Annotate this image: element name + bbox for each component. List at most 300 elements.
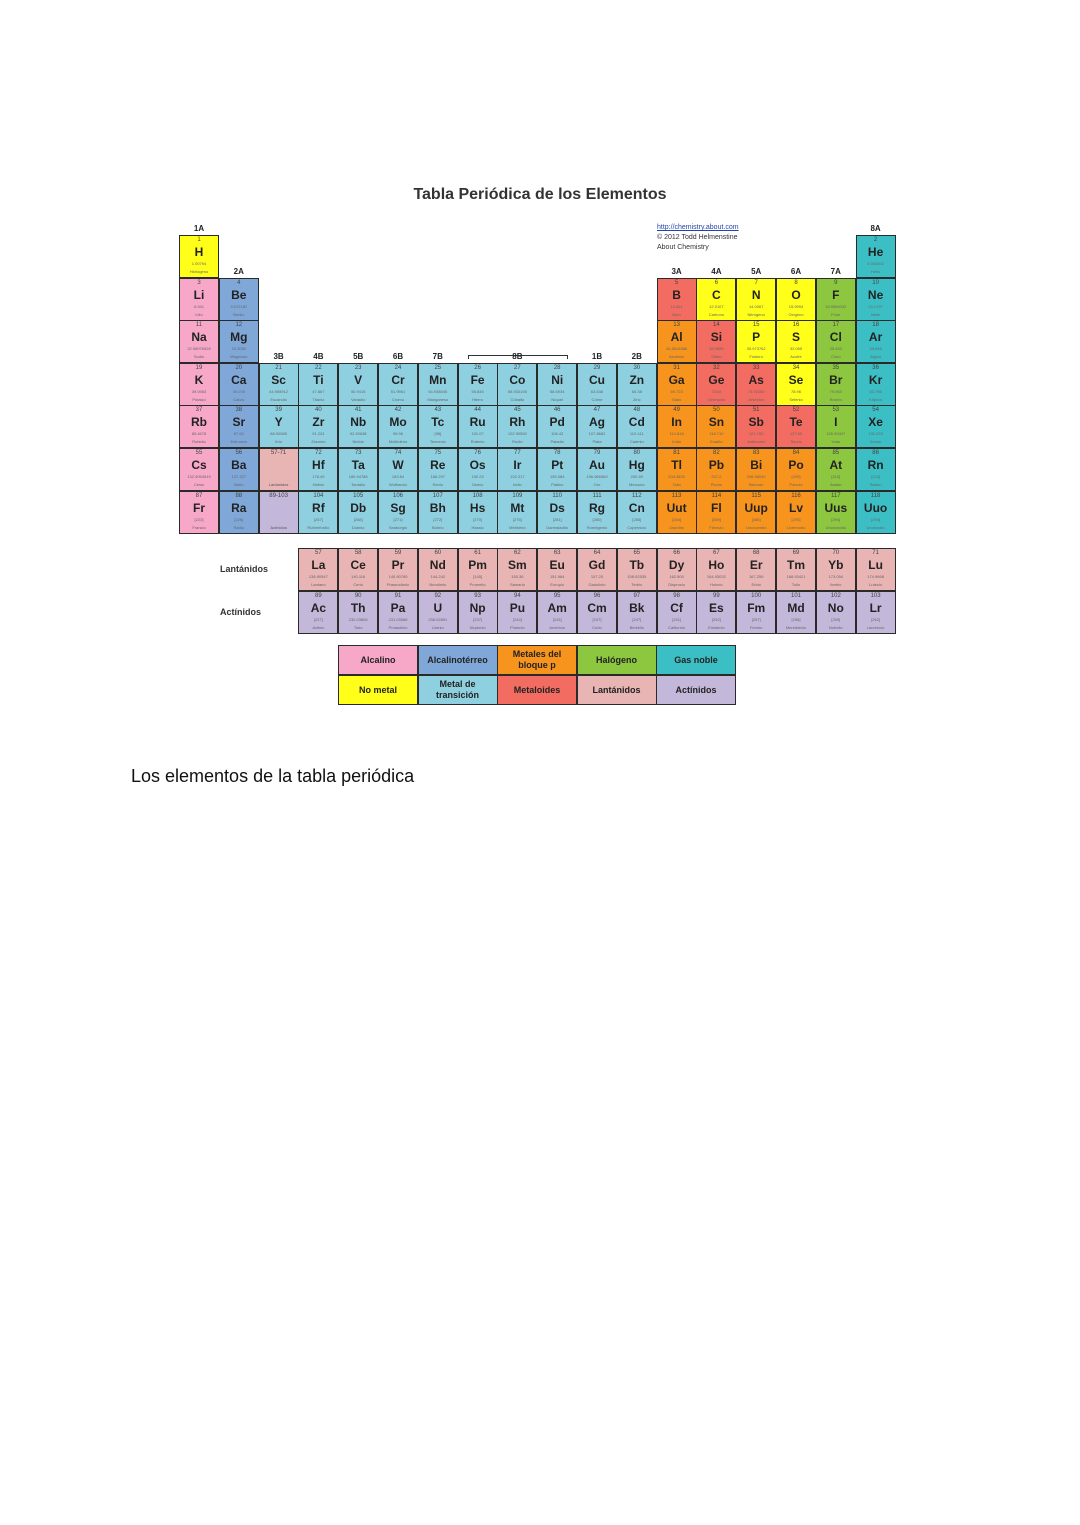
element-name: Selenio xyxy=(789,397,803,402)
atomic-mass: 35.453 xyxy=(829,346,842,351)
element-name: Níquel xyxy=(551,397,563,402)
element-symbol: Ac xyxy=(310,601,327,615)
element-name: Californio xyxy=(668,625,686,630)
atomic-number: 42 xyxy=(394,407,402,413)
element-cell-b xyxy=(657,278,697,321)
element-name: Xenón xyxy=(869,439,882,444)
element-cell-mn xyxy=(418,363,458,406)
element-cell-ba xyxy=(219,448,259,491)
atomic-mass: 72.64 xyxy=(711,389,722,394)
atomic-number: 59 xyxy=(394,550,402,556)
atomic-number: 28 xyxy=(553,365,561,371)
atomic-number: 72 xyxy=(315,450,322,456)
element-symbol: La xyxy=(311,558,326,572)
element-name: Copernicio xyxy=(627,525,647,530)
element-name: Nobelio xyxy=(829,625,843,630)
element-cell-fr xyxy=(179,491,219,534)
element-cell-np xyxy=(458,591,498,634)
element-symbol: Th xyxy=(350,601,366,615)
atomic-number: 104 xyxy=(313,493,324,499)
element-cell-kr xyxy=(856,363,896,406)
element-symbol: Ge xyxy=(708,373,725,387)
atomic-mass: 10.811 xyxy=(670,304,683,309)
element-name: Europio xyxy=(550,582,565,587)
atomic-number: 51 xyxy=(752,407,760,413)
atomic-number: 13 xyxy=(673,322,680,328)
element-symbol: Fm xyxy=(747,601,766,615)
atomic-mass: 121.760 xyxy=(748,431,764,436)
atomic-number: 23 xyxy=(354,365,362,371)
legend-item-lanthanide: Lantánidos xyxy=(577,675,657,705)
element-symbol: Er xyxy=(749,558,763,572)
atomic-number: 112 xyxy=(632,493,642,499)
lanthanides-row-label: Lantánidos xyxy=(220,564,269,574)
element-symbol: Al xyxy=(670,330,683,344)
element-cell-tb xyxy=(617,548,657,591)
atomic-mass: 131.293 xyxy=(868,431,883,436)
atomic-mass: 231.03588 xyxy=(388,617,408,622)
element-cell-fm xyxy=(736,591,776,634)
atomic-number: 76 xyxy=(474,450,481,456)
atomic-number: 26 xyxy=(474,365,481,371)
atomic-mass: 186.207 xyxy=(430,474,446,479)
element-cell-bh xyxy=(418,491,458,534)
element-symbol: Rf xyxy=(312,501,325,515)
element-cell-s xyxy=(776,320,816,363)
element-symbol: H xyxy=(194,245,204,259)
element-name: Iterbio xyxy=(830,582,842,587)
atomic-mass: 204.3833 xyxy=(668,474,685,479)
atomic-number: 69 xyxy=(792,550,800,556)
series-placeholder-lanthanide xyxy=(259,448,299,491)
atomic-mass: [226] xyxy=(234,517,244,522)
atomic-number: 12 xyxy=(235,322,243,328)
atomic-mass: 150.36 xyxy=(511,574,524,579)
element-name: Hassio xyxy=(471,525,484,530)
atomic-mass: 132.9054519 xyxy=(187,474,211,479)
group-label-8a: 8A xyxy=(870,224,881,233)
element-cell-gd xyxy=(577,548,617,591)
actinides-row-label: Actínidos xyxy=(220,607,262,617)
atomic-mass: 32.065 xyxy=(789,346,803,351)
atomic-number: 5 xyxy=(674,280,679,286)
group-label-1a: 1A xyxy=(193,224,205,233)
element-symbol: Ho xyxy=(708,558,725,572)
element-name: Cadmio xyxy=(629,439,644,444)
element-cell-cn xyxy=(617,491,657,534)
element-cell-dy xyxy=(657,548,697,591)
element-name: Einstenio xyxy=(708,625,725,630)
element-name: Cromo xyxy=(391,397,404,402)
element-cell-pr xyxy=(378,548,418,591)
atomic-mass: [270] xyxy=(473,517,483,522)
atomic-number: 99 xyxy=(713,593,720,599)
atomic-number: 67 xyxy=(713,550,720,556)
element-symbol: Tb xyxy=(629,558,645,572)
element-symbol: In xyxy=(671,415,682,429)
element-name: Flerovio xyxy=(709,525,724,530)
atomic-mass: 14.0067 xyxy=(748,304,764,309)
atomic-mass: 58.6934 xyxy=(549,389,565,394)
element-name: Sodio xyxy=(193,354,205,359)
element-name: Mendelevio xyxy=(785,625,807,630)
element-cell-be xyxy=(219,278,259,321)
atomic-mass: 112.411 xyxy=(629,431,644,436)
element-cell-po xyxy=(776,448,816,491)
element-cell-ca xyxy=(219,363,259,406)
atomic-mass: 24.3050 xyxy=(231,346,247,351)
atomic-number: 30 xyxy=(633,365,641,371)
group-label-8b: 8B xyxy=(512,352,523,361)
atomic-mass: 92.90638 xyxy=(349,431,367,436)
atomic-number: 66 xyxy=(673,550,680,556)
atomic-mass: 192.217 xyxy=(510,474,525,479)
atomic-mass: 74.92160 xyxy=(747,389,765,394)
element-symbol: Ne xyxy=(867,288,884,302)
element-cell-h xyxy=(179,235,219,278)
atomic-mass: 196.966569 xyxy=(586,474,608,479)
atomic-number: 18 xyxy=(872,322,879,328)
element-cell-cs xyxy=(179,448,219,491)
atomic-number: 46 xyxy=(553,407,561,413)
element-symbol: Lu xyxy=(868,558,883,572)
element-symbol: Tm xyxy=(787,558,805,572)
atomic-mass: 114.818 xyxy=(669,431,684,436)
atomic-mass: [210] xyxy=(831,474,841,479)
element-name: Oxígeno xyxy=(788,312,804,317)
atomic-mass: [98] xyxy=(434,431,442,436)
atomic-mass: 158.92535 xyxy=(627,574,647,579)
atomic-number: 55 xyxy=(195,450,203,456)
atomic-mass: 232.03806 xyxy=(348,617,368,622)
element-cell-sn xyxy=(696,405,736,448)
element-symbol: Ag xyxy=(589,415,605,429)
atomic-mass: 78.96 xyxy=(790,389,801,394)
atomic-mass: 22.98976928 xyxy=(187,346,211,351)
atomic-number: 63 xyxy=(553,550,561,556)
element-name: Carbono xyxy=(708,312,725,317)
atomic-mass: [285] xyxy=(632,517,642,522)
element-cell-cr xyxy=(378,363,418,406)
element-name: Magnesio xyxy=(230,354,248,359)
element-symbol: Uuo xyxy=(863,501,888,515)
atomic-number: 7 xyxy=(754,280,758,286)
element-name: Platino xyxy=(551,482,564,487)
element-cell-hs xyxy=(458,491,498,534)
element-symbol: F xyxy=(832,288,840,302)
element-name: Fermio xyxy=(749,625,763,630)
atomic-number: 1 xyxy=(197,237,201,243)
element-name: Disprosio xyxy=(668,582,685,587)
element-name: Galio xyxy=(671,397,682,402)
element-symbol: Pb xyxy=(708,458,725,472)
element-cell-u xyxy=(418,591,458,634)
atomic-mass: 18.9984032 xyxy=(825,304,847,309)
element-name: Azufre xyxy=(790,354,802,359)
atomic-number: 100 xyxy=(751,593,762,599)
element-cell-ce xyxy=(338,548,378,591)
atomic-number: 41 xyxy=(354,407,362,413)
group-label-7b: 7B xyxy=(432,352,443,361)
element-symbol: Nd xyxy=(429,558,446,572)
element-cell-cu xyxy=(577,363,617,406)
element-name: Actinio xyxy=(312,625,325,630)
element-name: Astato xyxy=(830,482,842,487)
element-name: Kriptón xyxy=(869,397,882,402)
atomic-mass: [272] xyxy=(433,517,443,522)
group-label-5a: 5A xyxy=(751,267,762,276)
atomic-number: 36 xyxy=(872,365,879,371)
element-name: Bismuto xyxy=(748,482,764,487)
atomic-mass: 167.259 xyxy=(748,574,764,579)
atomic-mass: 51.9961 xyxy=(390,389,406,394)
element-cell-hg xyxy=(617,448,657,491)
element-cell-n xyxy=(736,278,776,321)
atomic-mass: 164.93032 xyxy=(706,574,726,579)
element-symbol: Cf xyxy=(670,601,683,615)
element-name: Ununoctio xyxy=(866,525,885,530)
atomic-number: 56 xyxy=(235,450,243,456)
atomic-mass: [271] xyxy=(393,517,403,522)
atomic-number: 10 xyxy=(872,280,879,286)
atomic-number: 106 xyxy=(392,493,403,499)
element-symbol: Fe xyxy=(470,373,485,387)
atomic-mass: 137.327 xyxy=(231,474,247,479)
element-name: Berkelio xyxy=(629,625,645,630)
element-cell-p xyxy=(736,320,776,363)
atomic-number: 111 xyxy=(592,493,602,499)
element-symbol: Pt xyxy=(551,458,564,472)
group-label-5b: 5B xyxy=(353,352,364,361)
atomic-mass: 180.94788 xyxy=(348,474,368,479)
atomic-mass: [281] xyxy=(552,517,562,522)
element-cell-yb xyxy=(816,548,856,591)
atomic-mass: 20.1797 xyxy=(868,304,883,309)
element-symbol: Bk xyxy=(629,601,645,615)
element-cell-zn xyxy=(617,363,657,406)
atomic-mass: [227] xyxy=(313,617,323,622)
atomic-number: 24 xyxy=(394,365,402,371)
element-symbol: Lv xyxy=(788,501,803,515)
group-label-1b: 1B xyxy=(591,352,603,361)
atomic-mass: 144.242 xyxy=(430,574,446,579)
element-name: Mercurio xyxy=(629,482,645,487)
element-cell-ta xyxy=(338,448,378,491)
atomic-number: 27 xyxy=(514,365,521,371)
element-symbol: B xyxy=(672,288,681,302)
element-symbol: Hs xyxy=(469,501,486,515)
element-name: Darmstadtio xyxy=(546,525,568,530)
element-symbol: Yb xyxy=(828,558,844,572)
element-symbol: Au xyxy=(589,458,605,472)
atomic-number: 86 xyxy=(872,450,879,456)
element-name: Neón xyxy=(870,312,881,317)
atomic-mass: 138.90547 xyxy=(308,574,328,579)
element-name: Manganeso xyxy=(427,397,449,402)
element-name: Ununseptio xyxy=(825,525,846,530)
atomic-mass: 40.078 xyxy=(232,389,245,394)
element-name: Rodio xyxy=(512,439,523,444)
element-name: Itrio xyxy=(275,439,282,444)
series-placeholder-actinide xyxy=(259,491,299,534)
element-cell-uuo xyxy=(856,491,896,534)
element-cell-ir xyxy=(497,448,537,491)
element-cell-nd xyxy=(418,548,458,591)
element-cell-y xyxy=(259,405,299,448)
atomic-number: 17 xyxy=(832,322,840,328)
element-symbol: Sc xyxy=(271,373,286,387)
element-name: Wolframio xyxy=(389,482,407,487)
element-cell-pb xyxy=(696,448,736,491)
element-symbol: U xyxy=(433,601,443,615)
atomic-mass: [257] xyxy=(751,617,761,622)
element-symbol: Se xyxy=(788,373,804,387)
element-cell-ti xyxy=(298,363,338,406)
atomic-mass: 200.59 xyxy=(630,474,643,479)
group-label-4b: 4B xyxy=(313,352,324,361)
element-name: Escandio xyxy=(270,397,287,402)
element-cell-sg xyxy=(378,491,418,534)
atomic-number: 83 xyxy=(752,450,760,456)
legend-item-alkaline: Alcalinotérreo xyxy=(418,645,498,675)
atomic-mass: [237] xyxy=(473,617,483,622)
element-cell-sb xyxy=(736,405,776,448)
element-cell-pt xyxy=(537,448,577,491)
atomic-mass: [259] xyxy=(831,617,841,622)
element-cell-cm xyxy=(577,591,617,634)
element-symbol: Rh xyxy=(509,415,526,429)
element-symbol: Pa xyxy=(390,601,406,615)
element-symbol: Li xyxy=(193,288,205,302)
element-cell-zr xyxy=(298,405,338,448)
credit-url[interactable]: http://chemistry.about.com xyxy=(657,224,739,231)
element-name: Radio xyxy=(233,525,245,530)
element-name: Plomo xyxy=(710,482,723,487)
atomic-mass: [268] xyxy=(353,517,363,522)
atomic-mass: 178.49 xyxy=(312,474,325,479)
atomic-mass: [258] xyxy=(791,617,801,622)
element-symbol: Os xyxy=(469,458,486,472)
element-cell-fe xyxy=(458,363,498,406)
atomic-number: 79 xyxy=(593,450,601,456)
atomic-number: 38 xyxy=(235,407,243,413)
element-symbol: Eu xyxy=(549,558,565,572)
atomic-number: 92 xyxy=(434,593,442,599)
group-label-6b: 6B xyxy=(392,352,404,361)
element-symbol: Cl xyxy=(829,330,842,344)
atomic-number: 48 xyxy=(633,407,641,413)
atomic-mass: [288] xyxy=(751,517,761,522)
element-cell-tm xyxy=(776,548,816,591)
element-symbol: Re xyxy=(430,458,446,472)
atomic-number: 77 xyxy=(514,450,521,456)
credit-author: © 2012 Todd Helmenstine xyxy=(657,234,738,241)
element-cell-tl xyxy=(657,448,697,491)
atomic-mass: 44.955912 xyxy=(269,389,289,394)
element-symbol: As xyxy=(748,373,764,387)
atomic-mass: 28.0855 xyxy=(709,346,724,351)
element-symbol: Cu xyxy=(589,373,605,387)
atomic-number: 32 xyxy=(713,365,720,371)
element-name: Flúor xyxy=(831,312,841,317)
element-name: Hafnio xyxy=(312,482,325,487)
series-range: 89-103 xyxy=(269,493,288,499)
atomic-mass: 26.9815386 xyxy=(666,346,688,351)
element-symbol: Hg xyxy=(628,458,645,472)
element-symbol: Nb xyxy=(350,415,367,429)
element-symbol: Md xyxy=(787,601,805,615)
atomic-number: 95 xyxy=(553,593,561,599)
atomic-number: 4 xyxy=(237,280,241,286)
atomic-number: 93 xyxy=(474,593,481,599)
group-label-7a: 7A xyxy=(830,267,841,276)
element-symbol: V xyxy=(354,373,363,387)
legend-item-transition: Metal de transición xyxy=(418,675,498,705)
atomic-mass: 63.546 xyxy=(590,389,604,394)
atomic-number: 75 xyxy=(434,450,442,456)
element-cell-es xyxy=(696,591,736,634)
element-name: Uranio xyxy=(431,625,444,630)
element-cell-uus xyxy=(816,491,856,534)
element-symbol: Cs xyxy=(191,458,207,472)
element-symbol: Uup xyxy=(744,501,768,515)
atomic-mass: [244] xyxy=(512,617,522,622)
element-name: Neodimio xyxy=(429,582,447,587)
atomic-mass: 183.84 xyxy=(391,474,405,479)
element-symbol: Cm xyxy=(587,601,607,615)
element-name: Livermorio xyxy=(786,525,806,530)
element-name: Silicio xyxy=(711,354,722,359)
element-name: Argón xyxy=(870,354,881,359)
element-name: Potasio xyxy=(192,397,206,402)
atomic-number: 2 xyxy=(873,237,878,243)
element-name: Lutecio xyxy=(869,582,883,587)
group-label-4a: 4A xyxy=(711,267,722,276)
group-label-3b: 3B xyxy=(273,352,284,361)
atomic-mass: 126.90447 xyxy=(826,431,846,436)
element-name: Terbio xyxy=(631,582,643,587)
atomic-number: 44 xyxy=(474,407,481,413)
group-label-2a: 2A xyxy=(233,267,244,276)
atomic-number: 108 xyxy=(472,493,483,499)
atomic-number: 20 xyxy=(235,365,243,371)
atomic-mass: 39.0983 xyxy=(191,389,207,394)
element-symbol: Xe xyxy=(868,415,883,429)
element-cell-ac xyxy=(298,591,338,634)
atomic-number: 8 xyxy=(794,280,798,286)
legend-item-nonmetal: No metal xyxy=(338,675,418,705)
element-name: Samario xyxy=(509,582,525,587)
atomic-number: 88 xyxy=(235,493,243,499)
atomic-number: 54 xyxy=(872,407,879,413)
element-symbol: Pr xyxy=(391,558,405,572)
atomic-number: 107 xyxy=(432,493,443,499)
element-cell-ag xyxy=(577,405,617,448)
element-cell-no xyxy=(816,591,856,634)
element-name: Litio xyxy=(195,312,203,317)
atomic-number: 21 xyxy=(275,365,282,371)
element-symbol: Mg xyxy=(230,330,248,344)
element-cell-na xyxy=(179,320,219,363)
element-name: Antimonio xyxy=(747,439,766,444)
atomic-mass: 39.948 xyxy=(869,346,882,351)
element-name: Plutonio xyxy=(510,625,525,630)
element-name: Helio xyxy=(871,269,881,274)
element-symbol: He xyxy=(867,245,884,259)
element-name: Cerio xyxy=(353,582,363,587)
atomic-number: 29 xyxy=(593,365,601,371)
element-cell-nb xyxy=(338,405,378,448)
